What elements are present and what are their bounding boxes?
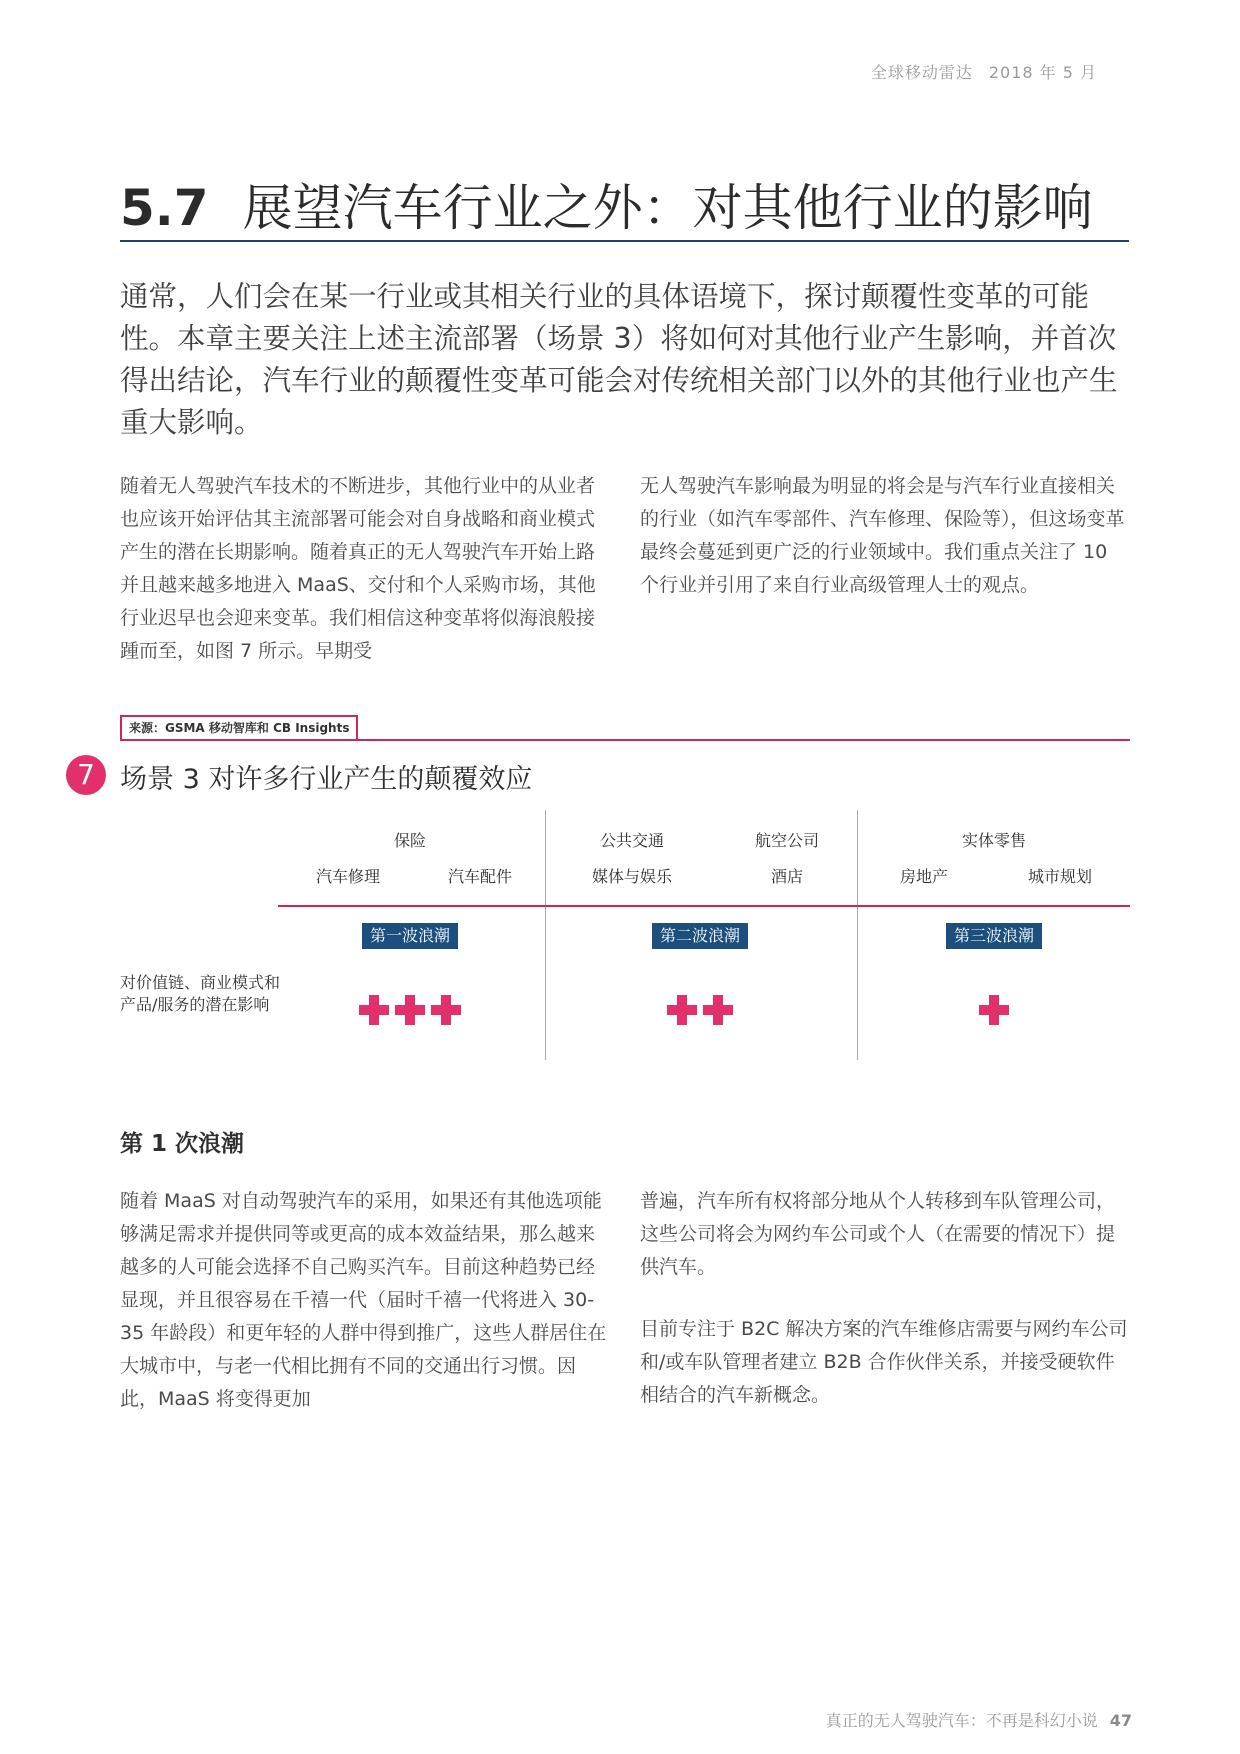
body-text-left: 随着无人驾驶汽车技术的不断进步，其他行业中的从业者也应该开始评估其主流部署可能会对自身战略和商业模式产生的潜在长期影响。随着真正的无人驾驶汽车开始上路并且越来越多地进入 MaaS、交付和个人采购市场，其他行业迟早也会迎来变革。我们相信这种变革将似海浪般接踵而至，如图 7 所示。早期受 [120, 475, 596, 662]
figure-source: 来源：GSMA 移动智库和 CB Insights [120, 715, 358, 741]
industry-label: 汽车修理 [315, 867, 381, 886]
industry-label: 房地产 [899, 867, 949, 886]
page-number: 47 [1109, 1711, 1132, 1730]
wave1-text-right-1: 普遍，汽车所有权将部分地从个人转移到车队管理公司，这些公司将会为网约车公司或个人（在需要的情况下）提供汽车。 [640, 1190, 1116, 1278]
figure-top-rule [120, 739, 1130, 741]
impact-plus-icon [359, 995, 389, 1025]
intro-paragraph: 通常，人们会在某一行业或其相关行业的具体语境下，探讨颠覆性变革的可能性。本章主要关注上述主流部署（场景 3）将如何对其他行业产生影响，并首次得出结论，汽车行业的颠覆性变革可能会对传统相关部门以外的其他行业也产生重大影响。 [120, 280, 1118, 439]
section-number: 5.7 [120, 179, 209, 237]
impact-plus-icon [979, 995, 1009, 1025]
impact-plus-icon [703, 995, 733, 1025]
figure-number-badge: 7 [66, 755, 106, 795]
footer-title: 真正的无人驾驶汽车：不再是科幻小说 [825, 1711, 1098, 1730]
industry-label: 酒店 [770, 867, 804, 886]
running-header [871, 60, 1097, 83]
impact-row-label: 对价值链、商业模式和产品/服务的潜在影响 [120, 973, 281, 1014]
industry-label: 保险 [393, 831, 427, 850]
report-date: 2018 年 5 月 [988, 63, 1097, 82]
impact-plus-icon [667, 995, 697, 1025]
impact-plus-icon [431, 995, 461, 1025]
figure-title: 场景 3 对许多行业产生的颠覆效应 [120, 764, 533, 795]
section-title-text: 展望汽车行业之外：对其他行业的影响 [242, 179, 1093, 237]
body-text-right: 无人驾驶汽车影响最为明显的将会是与汽车行业直接相关的行业（如汽车零部件、汽车修理、保险等），但这场变革最终会蔓延到更广泛的行业领域中。我们重点关注了 10 个行业并引用了来自行业高级管理人士的观点。 [640, 475, 1125, 596]
wave-label-1: 第一波浪潮 [362, 923, 458, 949]
industry-label: 实体零售 [961, 831, 1027, 850]
industry-label: 城市规划 [1027, 867, 1093, 886]
running-footer [826, 1708, 1132, 1731]
industry-label: 航空公司 [754, 831, 820, 850]
wave1-text-left: 随着 MaaS 对自动驾驶汽车的采用，如果还有其他选项能够满足需求并提供同等或更高的成本效益结果，那么越来越多的人可能会选择不自己购买汽车。目前这种趋势已经显现，并且很容易在千禧一代（届时千禧一代将进入 30-35 年龄段）和更年轻的人群中得到推广，这些人群居住在大城市中，与老一代相比拥有不同的交通出行习惯。因此，MaaS 将变得更加 [120, 1190, 607, 1410]
title-divider [120, 240, 1129, 242]
wave-label-3: 第三波浪潮 [946, 923, 1042, 949]
impact-plus-icon [395, 995, 425, 1025]
subsection-heading: 第 1 次浪潮 [120, 1131, 245, 1157]
figure-header-rule [278, 905, 1130, 907]
wave-label-2: 第二波浪潮 [652, 923, 748, 949]
column-divider-1 [545, 810, 546, 1060]
section-title [120, 168, 1093, 240]
industry-label: 公共交通 [599, 831, 665, 850]
industry-label: 汽车配件 [447, 867, 513, 886]
report-name: 全球移动雷达 [870, 63, 973, 82]
column-divider-2 [857, 810, 858, 1060]
industry-label: 媒体与娱乐 [591, 867, 673, 886]
wave1-text-right-2: 目前专注于 B2C 解决方案的汽车维修店需要与网约车公司和/或车队管理者建立 B2B 合作伙伴关系，并接受硬软件相结合的汽车新概念。 [640, 1318, 1128, 1406]
